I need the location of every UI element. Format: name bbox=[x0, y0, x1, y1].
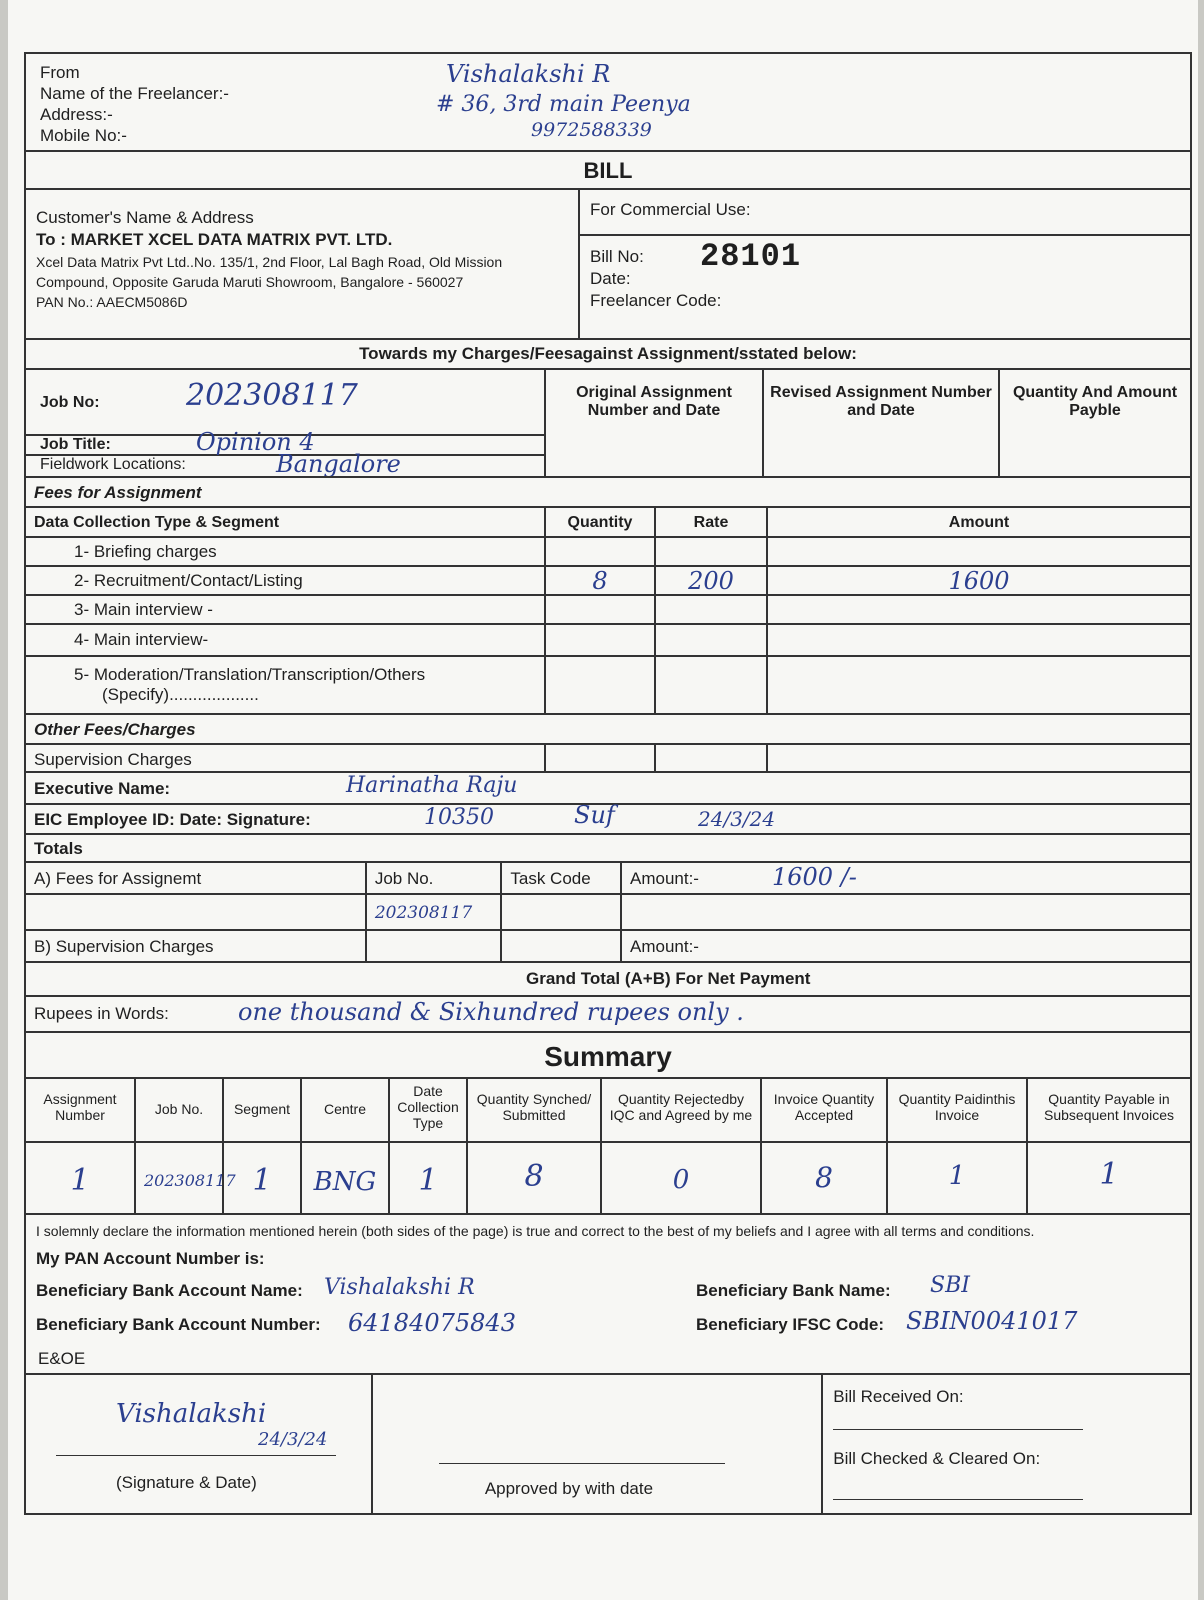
totals-a-label: A) Fees for Assignemt bbox=[34, 869, 202, 888]
totals-amount-label: Amount:- bbox=[630, 869, 699, 888]
summary-value: 1 bbox=[70, 1163, 90, 1198]
job-no-value: 202308117 bbox=[186, 378, 358, 413]
other-fees-title-row bbox=[26, 713, 1190, 743]
summary-value: 1 bbox=[388, 1143, 466, 1213]
totals-b-row bbox=[26, 929, 1190, 961]
commercial-label: For Commercial Use: bbox=[580, 190, 1190, 236]
approved-cell bbox=[371, 1375, 821, 1513]
declaration-block bbox=[26, 1213, 1190, 1373]
summary-header: Assignment Number bbox=[43, 1091, 117, 1123]
fee-row bbox=[26, 623, 1190, 655]
eic-label: EIC Employee ID: Date: Signature: bbox=[34, 810, 311, 829]
eic-id-value: 10350 bbox=[424, 805, 494, 830]
customer-address-1: Xcel Data Matrix Pvt Ltd..No. 135/1, 2nd Floor, Lal Bagh Road, Old Mission bbox=[36, 254, 503, 270]
totals-title-row bbox=[26, 833, 1190, 861]
summary-value: 1 bbox=[1026, 1143, 1190, 1213]
summary-header: Job No. bbox=[134, 1079, 222, 1141]
original-assignment-header: Original Assignment Number and Date bbox=[544, 370, 762, 476]
commercial-block bbox=[578, 190, 1190, 338]
totals-task-code-label: Task Code bbox=[500, 863, 620, 893]
fieldwork-label: Fieldwork Locations: bbox=[40, 456, 186, 473]
summary-value: 8 bbox=[760, 1143, 886, 1213]
fee-row bbox=[26, 655, 1190, 713]
customer-row bbox=[26, 188, 1190, 338]
rupees-words-row bbox=[26, 995, 1190, 1031]
signature-line bbox=[56, 1455, 336, 1456]
fee-item-qty: 8 bbox=[544, 567, 654, 594]
grand-total-row bbox=[26, 961, 1190, 995]
fees-title-row bbox=[26, 476, 1190, 506]
signature-date-value: 24/3/24 bbox=[258, 1429, 328, 1450]
totals-a-values-row bbox=[26, 893, 1190, 929]
mobile-label: Mobile No:- bbox=[40, 126, 127, 145]
rupees-words-value: one thousand & Sixhundred rupees only . bbox=[238, 998, 744, 1026]
fee-row bbox=[26, 565, 1190, 594]
mobile-value: 9972588339 bbox=[531, 119, 652, 141]
ifsc-value: SBIN0041017 bbox=[906, 1307, 1078, 1335]
from-block bbox=[26, 54, 1190, 150]
rate-header: Rate bbox=[654, 508, 766, 536]
supervision-qty bbox=[544, 745, 654, 771]
approved-line bbox=[439, 1463, 725, 1464]
revised-assignment-header: Revised Assignment Number and Date bbox=[762, 370, 998, 476]
bill-no-value: 28101 bbox=[700, 238, 802, 275]
executive-row bbox=[26, 771, 1190, 803]
eoe-label: E&OE bbox=[38, 1349, 86, 1368]
bank-name-label: Beneficiary Bank Name: bbox=[696, 1281, 891, 1300]
pan-account-label: My PAN Account Number is: bbox=[36, 1249, 265, 1268]
totals-b-label: B) Supervision Charges bbox=[34, 937, 214, 956]
bill-checked-label: Bill Checked & Cleared On: bbox=[833, 1449, 1041, 1468]
from-label: From bbox=[40, 63, 80, 82]
fieldwork-value: Bangalore bbox=[276, 450, 401, 478]
customer-to: To : MARKET XCEL DATA MATRIX PVT. LTD. bbox=[36, 230, 393, 249]
date-label: Date: bbox=[590, 269, 631, 288]
fee-item-rate bbox=[654, 596, 766, 623]
totals-a-job-no: 202308117 bbox=[365, 895, 501, 929]
bill-no-label: Bill No: bbox=[590, 247, 644, 266]
signature-label: (Signature & Date) bbox=[116, 1473, 257, 1492]
job-title-value: Opinion 4 bbox=[196, 428, 315, 456]
summary-value: 1 bbox=[886, 1143, 1026, 1213]
job-block bbox=[26, 368, 1190, 476]
summary-title: Summary bbox=[544, 1041, 672, 1072]
fee-row bbox=[26, 594, 1190, 623]
summary-header: Date Collection Type bbox=[388, 1079, 466, 1141]
fee-item-qty bbox=[544, 657, 654, 713]
amount-header: Amount bbox=[766, 508, 1190, 536]
towards-row bbox=[26, 338, 1190, 368]
other-fees-title: Other Fees/Charges bbox=[34, 720, 196, 739]
fee-item-amount: 1600 bbox=[766, 567, 1190, 594]
supervision-row bbox=[26, 743, 1190, 771]
summary-header: Quantity Payable in Subsequent Invoices bbox=[1026, 1079, 1190, 1141]
supervision-rate bbox=[654, 745, 766, 771]
supervision-charges-label: Supervision Charges bbox=[34, 750, 192, 769]
fee-item-rate bbox=[654, 625, 766, 655]
summary-header: Quantity Paidinthis Invoice bbox=[886, 1079, 1026, 1141]
job-title-label: Job Title: bbox=[40, 436, 111, 453]
fee-item-label: 4- Main interview- bbox=[74, 630, 209, 649]
signature-cell bbox=[26, 1375, 371, 1513]
customer-pan: PAN No.: AAECM5086D bbox=[36, 294, 188, 310]
customer-block bbox=[26, 190, 578, 338]
summary-header: Segment bbox=[222, 1079, 300, 1141]
eic-row bbox=[26, 803, 1190, 833]
account-name-label: Beneficiary Bank Account Name: bbox=[36, 1281, 303, 1300]
fee-item-rate bbox=[654, 538, 766, 565]
bill-received-label: Bill Received On: bbox=[833, 1387, 964, 1406]
summary-header: Invoice Quantity Accepted bbox=[760, 1079, 886, 1141]
rupees-words-label: Rupees in Words: bbox=[34, 1004, 169, 1023]
signature-value: Vishalakshi bbox=[116, 1399, 267, 1429]
footer-row bbox=[26, 1373, 1190, 1513]
quantity-amount-header: Quantity And Amount Payble bbox=[998, 370, 1190, 476]
fee-item-amount bbox=[766, 596, 1190, 623]
bank-name-value: SBI bbox=[930, 1273, 970, 1298]
freelancer-name-value: Vishalakshi R bbox=[446, 60, 611, 88]
bill-title: BILL bbox=[583, 158, 633, 183]
fee-item-amount bbox=[766, 625, 1190, 655]
fee-item-qty bbox=[544, 625, 654, 655]
summary-value: 8 bbox=[466, 1143, 600, 1213]
fee-item-rate: 200 bbox=[654, 567, 766, 594]
summary-value: 0 bbox=[600, 1143, 760, 1213]
eic-date-value: 24/3/24 bbox=[698, 807, 776, 831]
customer-label: Customer's Name & Address bbox=[36, 208, 254, 227]
summary-header: Quantity Synched/ Submitted bbox=[466, 1079, 600, 1141]
summary-title-row bbox=[26, 1031, 1190, 1077]
fee-item-label: 5- Moderation/Translation/Transcription/Others bbox=[74, 665, 426, 684]
summary-value: 202308117 bbox=[134, 1143, 222, 1213]
approved-label: Approved by with date bbox=[484, 1479, 654, 1498]
bill-paper bbox=[8, 0, 1198, 1600]
totals-a-amount: 1600 /- bbox=[772, 863, 857, 891]
freelancer-code-label: Freelancer Code: bbox=[590, 291, 722, 310]
fee-item-5 bbox=[26, 657, 544, 713]
summary-header-row bbox=[26, 1077, 1190, 1141]
eic-signature-value: Suf bbox=[574, 801, 615, 829]
fee-item-label: 2- Recruitment/Contact/Listing bbox=[74, 571, 303, 590]
totals-job-no-label: Job No. bbox=[365, 863, 501, 893]
totals-title: Totals bbox=[34, 839, 83, 858]
executive-name-value: Harinatha Raju bbox=[346, 773, 518, 798]
summary-values-row bbox=[26, 1141, 1190, 1213]
declaration-text: I solemnly declare the information mentioned herein (both sides of the page) is true and correct to the best of my beliefs and I agree with all terms and conditions. bbox=[36, 1223, 1035, 1239]
account-number-value: 64184075843 bbox=[348, 1309, 516, 1337]
fee-item-label-specify: (Specify)................... bbox=[102, 685, 259, 704]
totals-b-amount-label: Amount:- bbox=[620, 931, 1190, 961]
job-no-label: Job No: bbox=[40, 394, 100, 411]
address-value: # 36, 3rd main Peenya bbox=[436, 92, 691, 117]
fee-item-amount bbox=[766, 657, 1190, 713]
fee-row bbox=[26, 536, 1190, 565]
fee-item-amount bbox=[766, 538, 1190, 565]
executive-name-label: Executive Name: bbox=[34, 779, 171, 798]
summary-header: Quantity Rejectedby IQC and Agreed by me bbox=[600, 1079, 760, 1141]
bill-title-row bbox=[26, 150, 1190, 188]
fee-item-rate bbox=[654, 657, 766, 713]
bill-checked-line bbox=[833, 1499, 1083, 1500]
totals-a-row bbox=[26, 861, 1190, 893]
fees-header-row bbox=[26, 506, 1190, 536]
account-number-label: Beneficiary Bank Account Number: bbox=[36, 1315, 321, 1334]
supervision-amount bbox=[766, 745, 1190, 771]
ifsc-label: Beneficiary IFSC Code: bbox=[696, 1315, 884, 1334]
data-collection-header: Data Collection Type & Segment bbox=[34, 514, 280, 531]
fees-title: Fees for Assignment bbox=[34, 483, 202, 502]
bill-form bbox=[24, 52, 1192, 1515]
summary-value: 1 bbox=[222, 1143, 300, 1213]
bill-received-cell bbox=[821, 1375, 1190, 1513]
fee-item-label: 3- Main interview - bbox=[74, 600, 213, 619]
fee-item-label: 1- Briefing charges bbox=[74, 542, 217, 561]
summary-header: Centre bbox=[300, 1079, 388, 1141]
fee-item-qty bbox=[544, 538, 654, 565]
freelancer-name-label: Name of the Freelancer:- bbox=[40, 84, 229, 103]
summary-value: BNG bbox=[300, 1143, 388, 1213]
bill-received-line bbox=[833, 1429, 1083, 1430]
address-label: Address:- bbox=[40, 105, 113, 124]
towards-text: Towards my Charges/Feesagainst Assignment/sstated below: bbox=[359, 344, 857, 363]
quantity-header: Quantity bbox=[544, 508, 654, 536]
grand-total-label: Grand Total (A+B) For Net Payment bbox=[526, 969, 811, 988]
fee-item-qty bbox=[544, 596, 654, 623]
customer-address-2: Compound, Opposite Garuda Maruti Showroom, Bangalore - 560027 bbox=[36, 274, 464, 290]
account-name-value: Vishalakshi R bbox=[324, 1275, 475, 1300]
